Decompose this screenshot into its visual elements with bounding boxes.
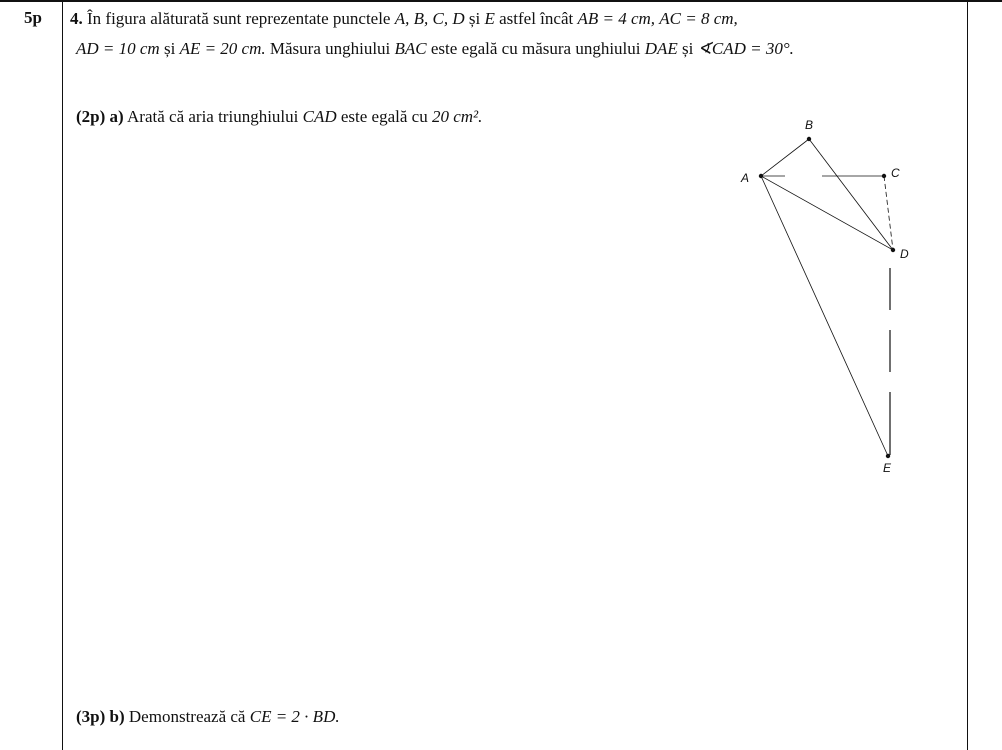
- part-b-points: (3p): [76, 707, 106, 726]
- part-b-letter: b): [109, 707, 125, 726]
- part-a-letter: a): [109, 107, 124, 126]
- statement-math: AB = 4 cm,: [577, 9, 656, 28]
- statement-math: AC = 8 cm,: [659, 9, 738, 28]
- segment-AD: [761, 176, 893, 250]
- label-D: D: [900, 247, 909, 261]
- point-A: [759, 174, 763, 178]
- point-D: [891, 248, 895, 252]
- point-B: [807, 137, 811, 141]
- part-a-text2: este egală cu: [340, 107, 428, 126]
- statement-text: este egală cu măsura unghiului: [430, 39, 641, 58]
- part-a-points: (2p): [76, 107, 106, 126]
- statement-math: ∢CAD = 30°.: [697, 39, 794, 58]
- statement-text: În figura alăturată sunt reprezentate punctele: [87, 9, 391, 28]
- label-A: A: [741, 171, 750, 185]
- statement-math: A, B, C, D: [394, 9, 465, 28]
- label-B: B: [805, 118, 814, 132]
- problem-number: 4.: [70, 9, 83, 28]
- statement-math: E: [484, 9, 495, 28]
- statement-math: AD = 10 cm: [76, 39, 160, 58]
- part-a-math: CAD: [302, 107, 337, 126]
- statement-math: BAC: [394, 39, 427, 58]
- part-b-text: Demonstrează că: [128, 707, 246, 726]
- part-b-math: CE = 2 · BD.: [249, 707, 340, 726]
- part-a-value: 20 cm².: [431, 107, 483, 126]
- segment-CD: [884, 176, 893, 250]
- statement-math: DAE: [644, 39, 678, 58]
- segment-BD: [809, 139, 893, 250]
- point-E: [886, 454, 890, 458]
- part-a-text: Arată că aria triunghiului: [127, 107, 299, 126]
- statement-text: Măsura unghiului: [269, 39, 391, 58]
- label-E: E: [883, 461, 892, 475]
- statement-math: AE = 20 cm.: [179, 39, 266, 58]
- statement-text: și: [468, 9, 481, 28]
- statement-text: astfel încât: [499, 9, 574, 28]
- label-C: C: [891, 166, 900, 180]
- statement-text: și: [163, 39, 176, 58]
- point-C: [882, 174, 886, 178]
- statement-text: și: [682, 39, 694, 58]
- segment-AB: [761, 139, 809, 176]
- problem-points: 5p: [24, 8, 42, 27]
